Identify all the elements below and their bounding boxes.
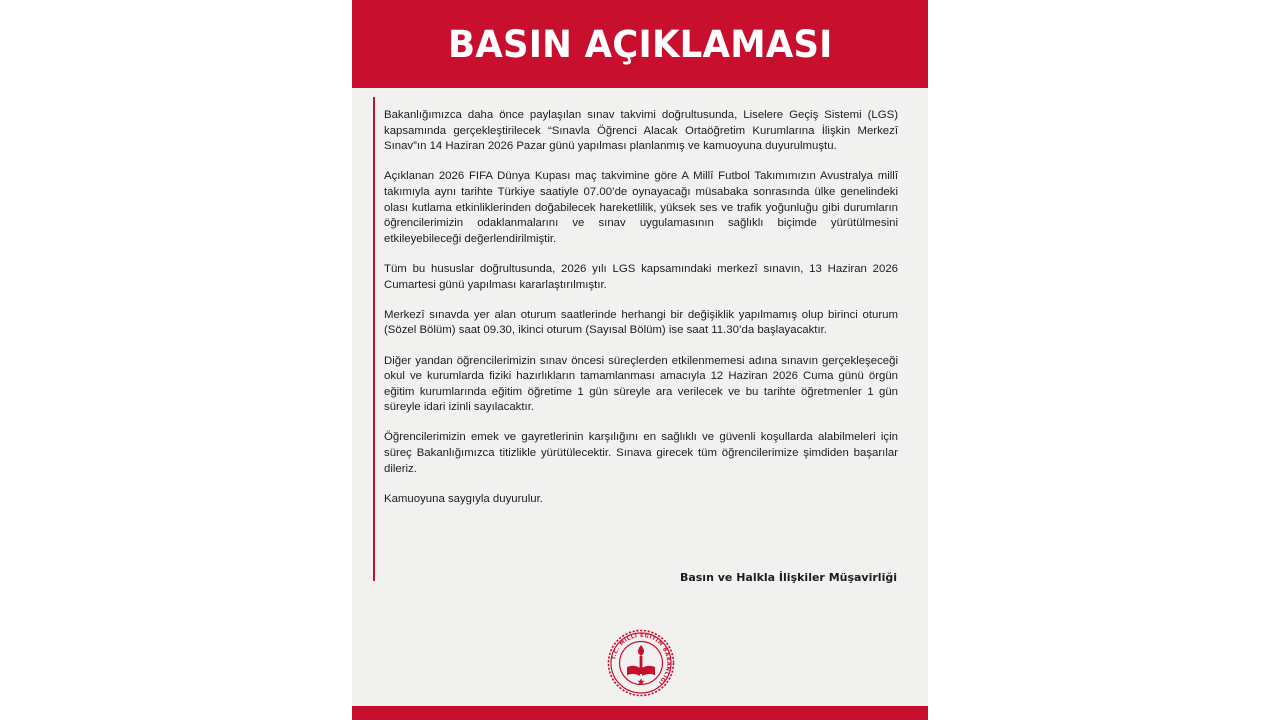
statement-body [384,108,898,522]
header-banner [352,0,928,88]
left-accent-rule [373,97,375,581]
seal-ring-text: T.C. MİLLÎ EĞİTİM BAKANLIĞI [611,632,672,686]
paragraph-3: Tüm bu hususlar doğrultusunda, 2026 yılı LGS kapsamındaki merkezî sınavın, 13 Haziran 2026 Cumartesi günü yapılması kararlaştırılmıştır. [384,262,898,291]
paragraph-2: Açıklanan 2026 FIFA Dünya Kupası maç takvimine göre A Millî Futbol Takımımızın Avustralya millî takımıyla aynı tarihte Türkiye saatiyle 07.00’de oynayacağı müsabaka sonrasında ülke genelindeki olası kutlama etkinliklerinden doğabilecek hareketlilik, yüksek ses ve trafik yoğunluğu gibi durumların öğrencilerimizin odaklanmalarını ve sınav uygulamasının sağlıklı biçimde yürütülmesini etkileyebileceği değerlendirilmiştir. [384,170,898,245]
signature: Basın ve Halkla İlişkiler Müşavirliği [679,571,897,584]
paragraph-1: Bakanlığımızca daha önce paylaşılan sınav takvimi doğrultusunda, Liselere Geçiş Sistemi (LGS) kapsamında gerçekleştirilecek “Sınavla Öğrenci Alacak Ortaöğretim Kurumlarına İlişkin Merkezî Sınav”ın 14 Haziran 2026 Pazar günü yapılması planlanmış ve kamuoyuna duyurulmuştu. [384,109,898,153]
press-release-document [352,0,928,720]
paragraph-6: Öğrencilerimizin emek ve gayretlerinin karşılığını en sağlıklı ve güvenli koşullarda alabilmeleri için süreç Bakanlığımızca titizlikle yürütülecektir. Sınava girecek tüm öğrencilerimize şimdiden başarılar dileriz. [384,431,898,475]
ministry-seal-icon [607,629,675,697]
paragraph-5: Diğer yandan öğrencilerimizin sınav öncesi süreçlerden etkilenmemesi adına sınavın gerçekleşeceği okul ve kurumlarda fiziki hazırlıkların tamamlanması amacıyla 12 Haziran 2026 Cuma günü örgün eğitim kurumlarında eğitim öğretime 1 gün süreyle ara verilecek ve bu tarihte öğretmenler 1 gün süreyle idari izinli sayılacaktır. [384,354,898,414]
page-title: BASIN AÇIKLAMASI [447,22,833,66]
paragraph-closing: Kamuoyuna saygıyla duyurulur. [384,492,543,505]
paragraph-4: Merkezî sınavda yer alan oturum saatlerinde herhangi bir değişiklik yapılmamış olup birinci oturum (Sözel Bölüm) saat 09.30, ikinci oturum (Sayısal Bölüm) ise saat 11.30’da başlayacaktır. [384,308,898,337]
footer-bar [352,706,928,720]
